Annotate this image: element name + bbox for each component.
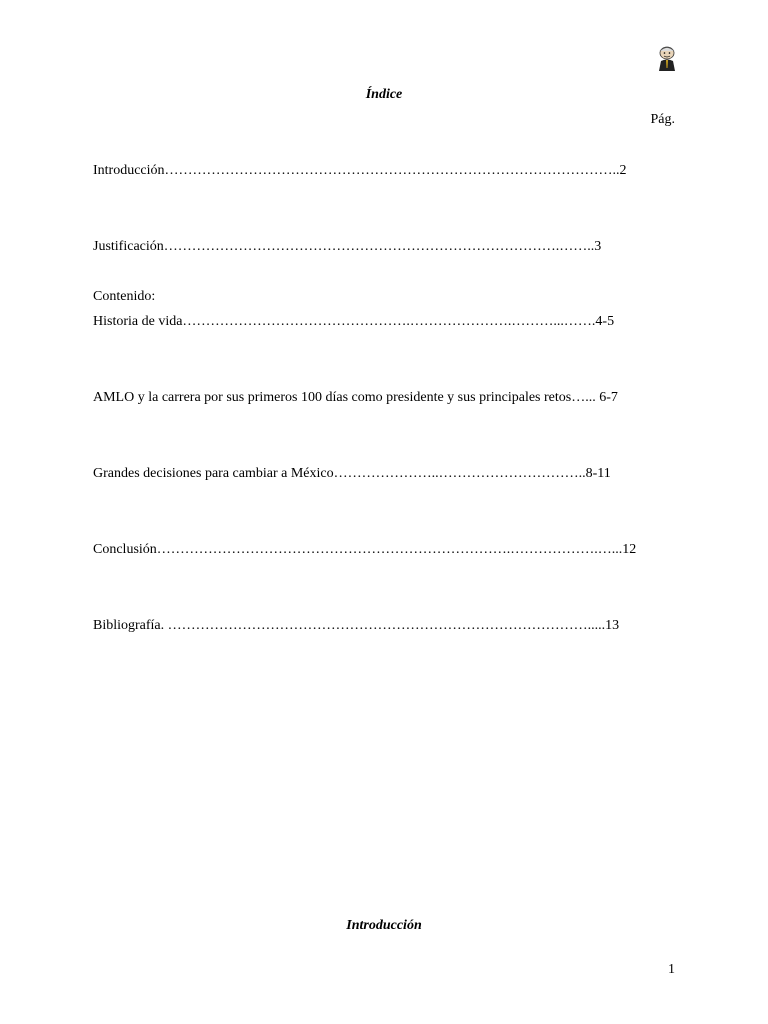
toc-entry-grandes-decisiones: Grandes decisiones para cambiar a México…………………..…………………………..8-11 <box>93 466 611 481</box>
toc-entry-conclusion: Conclusión………………………………………………………………….……………….…...12 <box>93 542 637 557</box>
toc-entry-bibliografia: Bibliografía. ……………………………………………………………………………….....13 <box>93 618 620 633</box>
toc-entry-introduccion: Introducción……………………………………………………………………………………..2 <box>93 163 627 178</box>
document-title: Índice <box>365 87 403 102</box>
toc-entry-amlo-100-dias: AMLO y la carrera por sus primeros 100 días como presidente y sus principales retos…... 6-7 <box>93 390 618 405</box>
page-number: 1 <box>668 962 675 977</box>
toc-entry-justificacion: Justificación………………………………………………………………………….……..3 <box>93 239 602 254</box>
toc-entry-historia-de-vida: Historia de vida………………………………………….………………….………...…….4-5 <box>93 314 615 329</box>
page-column-header: Pág. <box>650 112 675 127</box>
section-label-contenido: Contenido: <box>93 289 156 304</box>
next-section-title: Introducción <box>346 918 422 933</box>
caricature-icon <box>655 44 679 72</box>
